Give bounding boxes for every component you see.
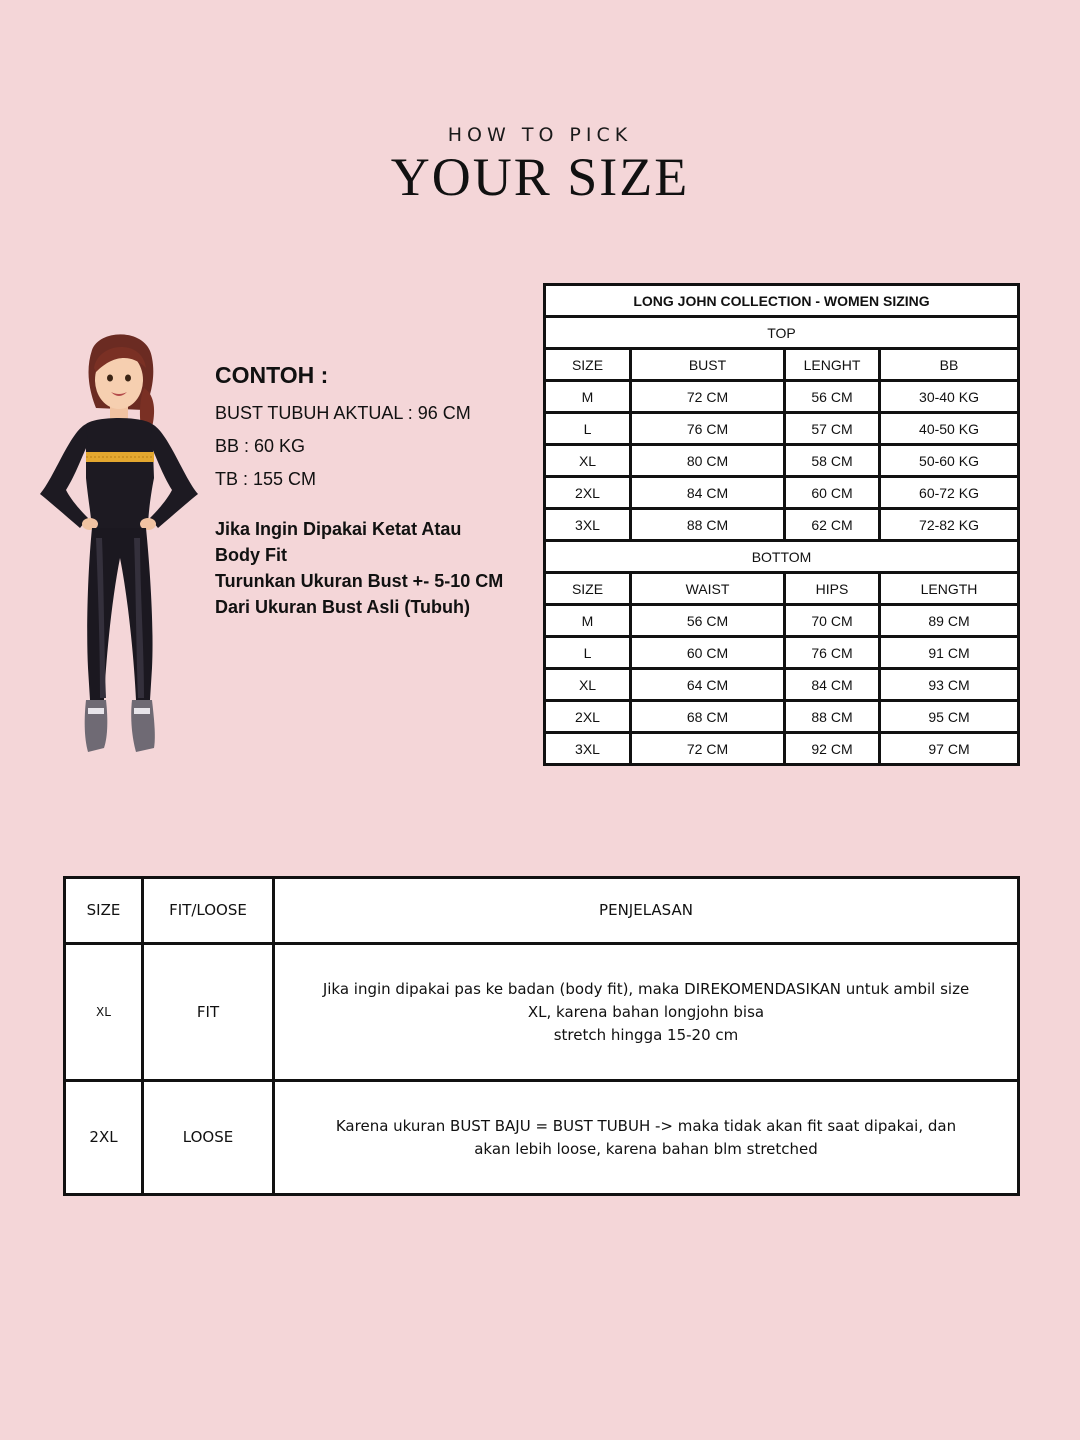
- table-cell: 76 CM: [631, 413, 785, 445]
- bottom-section-label: BOTTOM: [545, 541, 1019, 573]
- example-weight: BB : 60 KG: [215, 436, 306, 456]
- bottom-header-row: [545, 573, 1019, 605]
- column-header: FIT/LOOSE: [143, 878, 274, 944]
- column-header: BB: [880, 349, 1019, 381]
- table-cell: 95 CM: [880, 701, 1019, 733]
- explanation-line: Karena ukuran BUST BAJU = BUST TUBUH -> maka tidak akan fit saat dipakai, dan: [335, 1116, 957, 1135]
- column-header: LENGHT: [785, 349, 880, 381]
- explanation-line: XL, karena bahan longjohn bisa: [527, 1002, 765, 1021]
- column-header: WAIST: [631, 573, 785, 605]
- table-cell: L: [545, 413, 631, 445]
- column-header: BUST: [631, 349, 785, 381]
- fit-size-cell: 2XL: [65, 1081, 143, 1195]
- table-cell: 84 CM: [631, 477, 785, 509]
- table-cell: L: [545, 637, 631, 669]
- page-title: YOUR SIZE: [390, 147, 690, 207]
- example-heading: CONTOH :: [215, 362, 329, 388]
- table-cell: 70 CM: [785, 605, 880, 637]
- fit-explanation-cell: [274, 944, 1019, 1081]
- table-cell: 89 CM: [880, 605, 1019, 637]
- table-row: [65, 1081, 1019, 1195]
- table-cell: 80 CM: [631, 445, 785, 477]
- size-table-title: LONG JOHN COLLECTION - WOMEN SIZING: [545, 285, 1019, 317]
- table-cell: 72 CM: [631, 381, 785, 413]
- example-note: [215, 516, 535, 620]
- example-block: [215, 362, 535, 620]
- example-note-line: Dari Ukuran Bust Asli (Tubuh): [215, 597, 471, 617]
- column-header: SIZE: [545, 573, 631, 605]
- table-cell: 58 CM: [785, 445, 880, 477]
- table-cell: 60-72 KG: [880, 477, 1019, 509]
- example-bust: BUST TUBUH AKTUAL : 96 CM: [215, 403, 471, 423]
- example-height: TB : 155 CM: [215, 469, 317, 489]
- title-kicker: HOW TO PICK: [447, 124, 633, 146]
- table-cell: M: [545, 381, 631, 413]
- table-cell: 3XL: [545, 509, 631, 541]
- table-row: [65, 944, 1019, 1081]
- column-header: HIPS: [785, 573, 880, 605]
- woman-figure-illustration: [30, 328, 205, 758]
- table-row: [545, 669, 1019, 701]
- table-cell: 2XL: [545, 477, 631, 509]
- table-cell: 2XL: [545, 701, 631, 733]
- table-cell: 92 CM: [785, 733, 880, 765]
- table-cell: 93 CM: [880, 669, 1019, 701]
- table-cell: 76 CM: [785, 637, 880, 669]
- fit-header-row: [65, 878, 1019, 944]
- top-header-row: [545, 349, 1019, 381]
- column-header: LENGTH: [880, 573, 1019, 605]
- table-cell: 30-40 KG: [880, 381, 1019, 413]
- table-cell: 84 CM: [785, 669, 880, 701]
- explanation-line: stretch hingga 15-20 cm: [553, 1025, 739, 1044]
- example-note-line: Jika Ingin Dipakai Ketat Atau: [215, 519, 462, 539]
- table-cell: 56 CM: [631, 605, 785, 637]
- table-cell: 88 CM: [785, 701, 880, 733]
- explanation-line: Jika ingin dipakai pas ke badan (body fit), maka DIREKOMENDASIKAN untuk ambil size: [322, 979, 970, 998]
- table-cell: 62 CM: [785, 509, 880, 541]
- table-cell: 97 CM: [880, 733, 1019, 765]
- table-cell: 91 CM: [880, 637, 1019, 669]
- column-header: PENJELASAN: [274, 878, 1019, 944]
- table-cell: 60 CM: [785, 477, 880, 509]
- explanation-line: akan lebih loose, karena bahan blm stretched: [474, 1139, 818, 1158]
- table-cell: 56 CM: [785, 381, 880, 413]
- table-row: [545, 381, 1019, 413]
- table-cell: 72-82 KG: [880, 509, 1019, 541]
- fit-size-cell: XL: [65, 944, 143, 1081]
- column-header: SIZE: [545, 349, 631, 381]
- example-note-line: Body Fit: [215, 545, 287, 565]
- table-row: [545, 637, 1019, 669]
- table-cell: M: [545, 605, 631, 637]
- fit-type-cell: LOOSE: [143, 1081, 274, 1195]
- table-row: [545, 445, 1019, 477]
- table-row: [545, 477, 1019, 509]
- fit-type-cell: FIT: [143, 944, 274, 1081]
- fit-table: [63, 876, 1020, 1196]
- size-table: [543, 283, 1020, 766]
- table-cell: XL: [545, 445, 631, 477]
- table-cell: XL: [545, 669, 631, 701]
- table-cell: 57 CM: [785, 413, 880, 445]
- table-row: [545, 733, 1019, 765]
- column-header: SIZE: [65, 878, 143, 944]
- table-cell: 64 CM: [631, 669, 785, 701]
- table-row: [545, 701, 1019, 733]
- table-row: [545, 413, 1019, 445]
- table-cell: 40-50 KG: [880, 413, 1019, 445]
- table-row: [545, 509, 1019, 541]
- example-note-line: Turunkan Ukuran Bust +- 5-10 CM: [215, 571, 504, 591]
- table-cell: 3XL: [545, 733, 631, 765]
- table-cell: 72 CM: [631, 733, 785, 765]
- table-cell: 88 CM: [631, 509, 785, 541]
- table-cell: 68 CM: [631, 701, 785, 733]
- table-cell: 60 CM: [631, 637, 785, 669]
- fit-explanation-cell: [274, 1081, 1019, 1195]
- table-cell: 50-60 KG: [880, 445, 1019, 477]
- table-row: [545, 605, 1019, 637]
- top-section-label: TOP: [545, 317, 1019, 349]
